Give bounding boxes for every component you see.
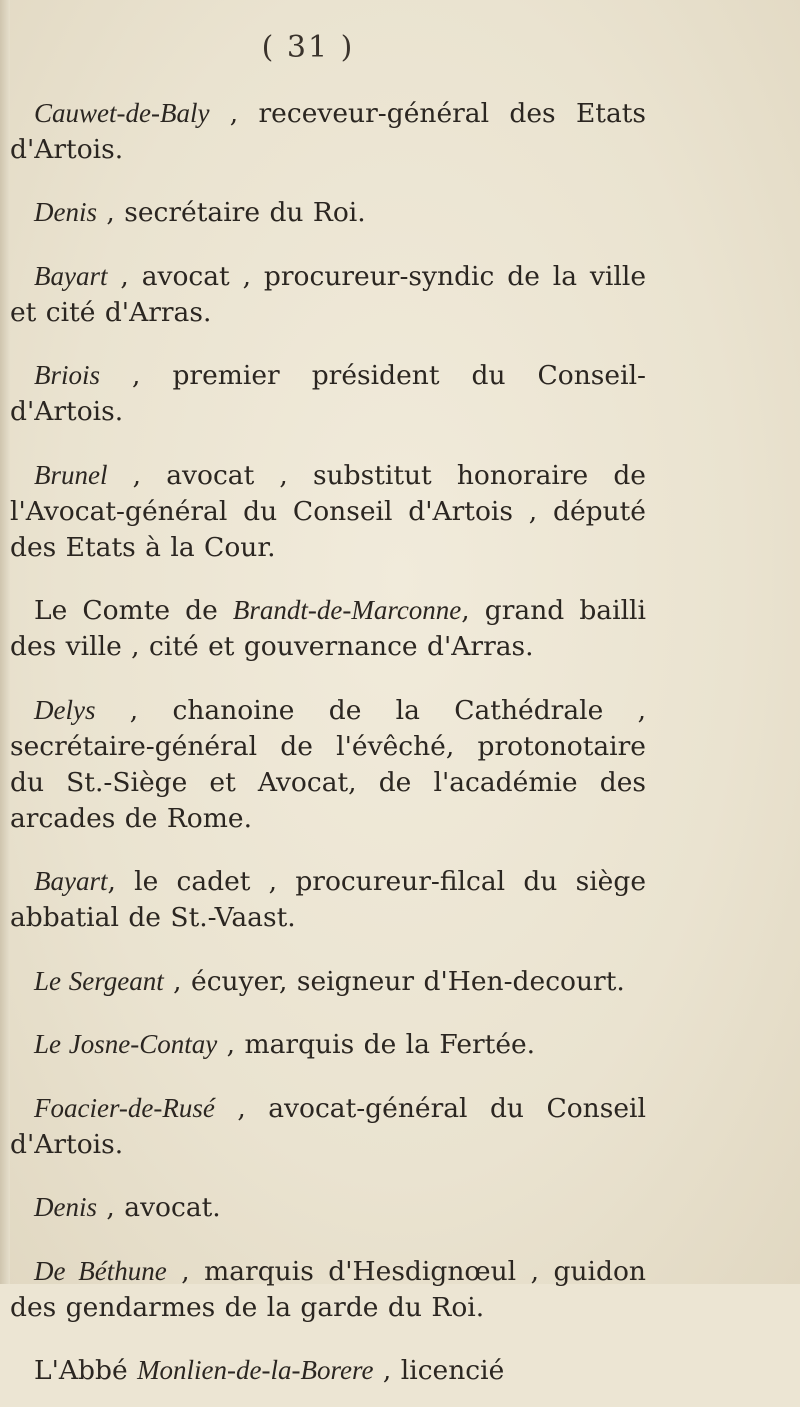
entry-name: Brandt-de-Marconne xyxy=(232,595,462,625)
entry-text: , écuyer, seigneur d'Hen-decourt. xyxy=(163,965,625,997)
entry-name: Delys xyxy=(34,694,96,725)
entry-name: Briois xyxy=(34,360,101,390)
list-entry xyxy=(10,1090,646,1163)
list-entry xyxy=(10,592,646,665)
entry-text: , premier président du Conseil-d'Artois. xyxy=(10,360,646,427)
entry-name: Cauwet-de-Baly xyxy=(34,97,210,128)
entry-name: Le Josne-Contay xyxy=(34,1029,218,1059)
entry-text: , grand bailli des ville , cité et gouvernance d'Arras. xyxy=(10,595,646,662)
entry-text: , licencié xyxy=(373,1355,505,1386)
entry-name: De Béthune xyxy=(34,1255,167,1286)
list-entry xyxy=(10,95,646,168)
entry-name: Bayart xyxy=(34,866,108,896)
list-entry xyxy=(10,457,646,566)
entry-text: , marquis de la Fertée. xyxy=(217,1029,536,1060)
entry-name: Monlien-de-la-Borere xyxy=(137,1355,374,1385)
entry-text: , marquis d'Hesdignœul , guidon des gendarmes de la garde du Roi. xyxy=(10,1255,646,1323)
entry-text: , avocat , procureur-syndic de la ville et cité d'Arras. xyxy=(10,260,646,328)
list-entry xyxy=(10,1253,646,1326)
list-entry xyxy=(10,863,646,936)
list-entry xyxy=(10,357,646,430)
entry-text: , avocat , substitut honoraire de l'Avocat-général du Conseil d'Artois , député des Etats à la Cour. xyxy=(10,459,646,563)
entry-text: , secrétaire du Roi. xyxy=(97,197,366,228)
entry-prefix: Le Comte de xyxy=(34,595,233,626)
page-gutter xyxy=(0,0,10,1284)
list-entry xyxy=(10,1189,646,1226)
list-entry xyxy=(10,692,646,837)
entry-name: Brunel xyxy=(34,459,108,490)
entry-name: Denis xyxy=(34,1192,97,1222)
entry-text: , avocat. xyxy=(97,1192,221,1223)
list-entry xyxy=(10,1352,646,1389)
member-list xyxy=(10,68,646,1407)
page-number: ( 31 ) xyxy=(261,30,355,65)
entry-name: Foacier-de-Rusé xyxy=(34,1092,215,1123)
entry-prefix: L'Abbé xyxy=(34,1355,138,1386)
entry-name: Denis xyxy=(34,197,97,227)
entry-text: , avocat-général du Conseil d'Artois. xyxy=(10,1092,646,1160)
list-entry xyxy=(10,194,646,231)
list-entry xyxy=(10,258,646,331)
list-entry xyxy=(10,963,646,1000)
entry-name: Bayart xyxy=(34,260,108,291)
entry-name: Le Sergeant xyxy=(34,965,164,996)
list-entry xyxy=(10,1026,646,1063)
entry-text: , receveur-général des Etats d'Artois. xyxy=(10,97,646,165)
entry-text: , chanoine de la Cathédrale , secrétaire-général de l'évêché, protonotaire du St.-Siège et Avocat, de l'académie des arcades de Rome. xyxy=(10,694,646,834)
entry-text: , le cadet , procureur-filcal du siège abbatial de St.-Vaast. xyxy=(10,866,646,933)
